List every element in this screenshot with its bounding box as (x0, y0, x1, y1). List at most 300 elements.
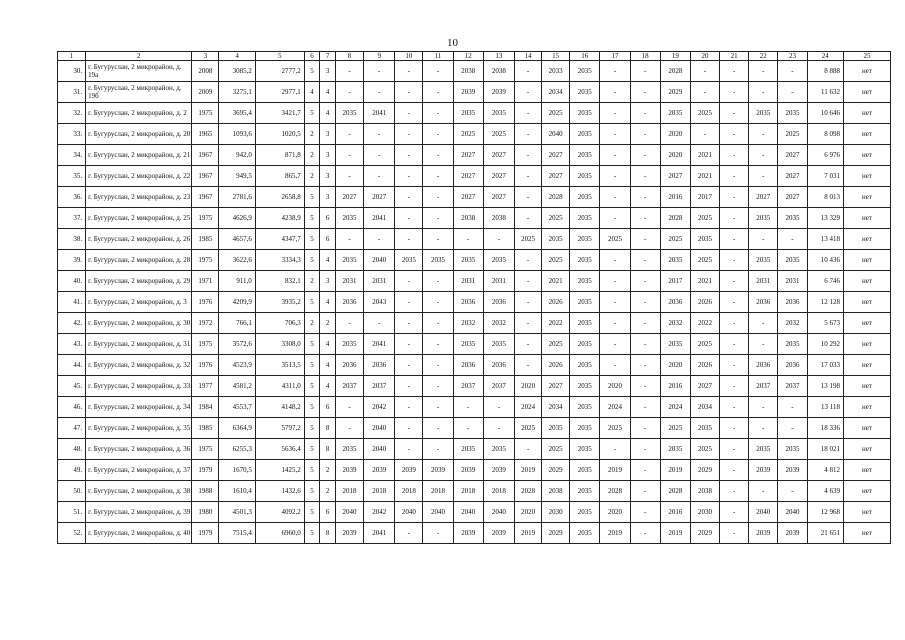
cell-col-17: 2024 (600, 397, 630, 418)
row-number: 34. (58, 145, 86, 166)
row-number: 39. (58, 250, 86, 271)
cell-col-25: нет (843, 292, 890, 313)
cell-col-21: - (720, 439, 749, 460)
cell-col-5: 706,3 (255, 313, 304, 334)
cell-col-9: 2018 (364, 481, 395, 502)
cell-col-11: - (423, 229, 453, 250)
cell-col-25: нет (843, 439, 890, 460)
cell-col-20: - (690, 61, 719, 82)
cell-col-23: 2027 (778, 166, 807, 187)
cell-col-13: 2036 (483, 355, 514, 376)
cell-col-6: 5 (304, 334, 320, 355)
cell-col-21: - (720, 397, 749, 418)
cell-col-7: 4 (320, 334, 336, 355)
cell-col-3: 1972 (192, 313, 219, 334)
cell-col-16: 2035 (570, 103, 600, 124)
cell-col-4: 2781,6 (219, 187, 255, 208)
cell-col-21: - (720, 166, 749, 187)
cell-col-11: - (423, 376, 453, 397)
cell-col-14: - (515, 250, 542, 271)
cell-col-4: 3622,6 (219, 250, 255, 271)
cell-col-10: - (395, 166, 423, 187)
cell-col-9: - (364, 229, 395, 250)
cell-col-11: - (423, 103, 453, 124)
cell-col-17: - (600, 439, 630, 460)
cell-col-20: 2026 (690, 355, 719, 376)
cell-col-13: 2027 (483, 187, 514, 208)
cell-col-20: 2021 (690, 271, 719, 292)
cell-col-16: 2035 (570, 481, 600, 502)
cell-col-9: - (364, 61, 395, 82)
cell-col-3: 1979 (192, 460, 219, 481)
column-number-24: 24 (807, 52, 843, 61)
cell-col-17: 2028 (600, 481, 630, 502)
cell-col-16: 2035 (570, 355, 600, 376)
cell-col-23: - (778, 418, 807, 439)
column-number-15: 15 (542, 52, 570, 61)
table-row (58, 271, 891, 292)
cell-col-14: - (515, 145, 542, 166)
cell-col-18: - (630, 292, 660, 313)
cell-col-5: 2777,2 (255, 61, 304, 82)
cell-col-24: 17 033 (807, 355, 843, 376)
cell-col-25: нет (843, 124, 890, 145)
table-row (58, 292, 891, 313)
cell-col-10: - (395, 208, 423, 229)
cell-col-5: 6960,0 (255, 523, 304, 544)
address-cell: г. Бугуруслан, 2 микрорайон, д. 21 (86, 145, 192, 166)
cell-col-17: - (600, 124, 630, 145)
cell-col-17: - (600, 145, 630, 166)
cell-col-8: 2031 (335, 271, 363, 292)
cell-col-10: 2039 (395, 460, 423, 481)
cell-col-18: - (630, 481, 660, 502)
address-cell: г. Бугуруслан, 2 микрорайон, д. 22 (86, 166, 192, 187)
cell-col-25: нет (843, 418, 890, 439)
cell-col-16: 2035 (570, 229, 600, 250)
cell-col-19: 2036 (660, 292, 690, 313)
cell-col-17: 2020 (600, 502, 630, 523)
cell-col-8: - (335, 145, 363, 166)
cell-col-22: - (749, 334, 778, 355)
cell-col-6: 5 (304, 523, 320, 544)
address-cell: г. Бугуруслан, 2 микрорайон, д. 2 (86, 103, 192, 124)
row-number: 45. (58, 376, 86, 397)
cell-col-11: 2040 (423, 502, 453, 523)
cell-col-5: 3334,3 (255, 250, 304, 271)
cell-col-10: 2035 (395, 250, 423, 271)
cell-col-4: 4523,9 (219, 355, 255, 376)
cell-col-23: - (778, 397, 807, 418)
table-row (58, 229, 891, 250)
cell-col-8: 2036 (335, 355, 363, 376)
cell-col-6: 5 (304, 481, 320, 502)
cell-col-13: 2035 (483, 103, 514, 124)
row-number: 47. (58, 418, 86, 439)
cell-col-9: 2041 (364, 208, 395, 229)
cell-col-8: 2035 (335, 208, 363, 229)
cell-col-6: 5 (304, 292, 320, 313)
column-number-17: 17 (600, 52, 630, 61)
cell-col-4: 1670,5 (219, 460, 255, 481)
cell-col-10: 2040 (395, 502, 423, 523)
cell-col-5: 4092,2 (255, 502, 304, 523)
cell-col-11: - (423, 208, 453, 229)
cell-col-14: 2025 (515, 418, 542, 439)
cell-col-6: 4 (304, 82, 320, 103)
cell-col-15: 2028 (542, 187, 570, 208)
cell-col-22: 2036 (749, 292, 778, 313)
cell-col-13: 2035 (483, 334, 514, 355)
column-number-16: 16 (570, 52, 600, 61)
address-cell: г. Бугуруслан, 2 микрорайон, д. 39 (86, 502, 192, 523)
cell-col-9: 2041 (364, 103, 395, 124)
cell-col-22: - (749, 481, 778, 502)
cell-col-18: - (630, 397, 660, 418)
cell-col-21: - (720, 250, 749, 271)
row-number: 44. (58, 355, 86, 376)
cell-col-17: - (600, 166, 630, 187)
cell-col-24: 13 118 (807, 397, 843, 418)
cell-col-19: 2027 (660, 166, 690, 187)
column-number-13: 13 (483, 52, 514, 61)
column-number-8: 8 (335, 52, 363, 61)
cell-col-15: 2025 (542, 208, 570, 229)
cell-col-5: 3308,0 (255, 334, 304, 355)
cell-col-10: - (395, 229, 423, 250)
cell-col-22: 2037 (749, 376, 778, 397)
cell-col-19: 2028 (660, 481, 690, 502)
cell-col-4: 7515,4 (219, 523, 255, 544)
row-number: 32. (58, 103, 86, 124)
cell-col-9: 2042 (364, 397, 395, 418)
cell-col-14: 2025 (515, 229, 542, 250)
cell-col-4: 911,0 (219, 271, 255, 292)
column-number-18: 18 (630, 52, 660, 61)
cell-col-9: 2043 (364, 292, 395, 313)
cell-col-21: - (720, 103, 749, 124)
cell-col-18: - (630, 250, 660, 271)
cell-col-24: 7 031 (807, 166, 843, 187)
cell-col-3: 1975 (192, 439, 219, 460)
cell-col-15: 2027 (542, 145, 570, 166)
cell-col-7: 2 (320, 313, 336, 334)
cell-col-5: 5636,4 (255, 439, 304, 460)
cell-col-13: 2038 (483, 208, 514, 229)
cell-col-23: - (778, 229, 807, 250)
cell-col-24: 10 436 (807, 250, 843, 271)
cell-col-10: - (395, 439, 423, 460)
cell-col-6: 5 (304, 208, 320, 229)
cell-col-7: 6 (320, 502, 336, 523)
cell-col-21: - (720, 460, 749, 481)
cell-col-8: 2039 (335, 460, 363, 481)
cell-col-12: 2035 (453, 103, 483, 124)
cell-col-13: - (483, 229, 514, 250)
table-row (58, 103, 891, 124)
cell-col-12: - (453, 229, 483, 250)
cell-col-19: 2032 (660, 313, 690, 334)
column-number-9: 9 (364, 52, 395, 61)
cell-col-8: 2039 (335, 523, 363, 544)
cell-col-10: - (395, 523, 423, 544)
table-row (58, 82, 891, 103)
cell-col-5: 865,7 (255, 166, 304, 187)
cell-col-7: 3 (320, 61, 336, 82)
cell-col-19: 2025 (660, 229, 690, 250)
cell-col-14: 2019 (515, 523, 542, 544)
cell-col-8: 2027 (335, 187, 363, 208)
cell-col-13: 2039 (483, 460, 514, 481)
cell-col-5: 4148,2 (255, 397, 304, 418)
cell-col-6: 5 (304, 460, 320, 481)
row-number: 42. (58, 313, 86, 334)
cell-col-20: 2035 (690, 229, 719, 250)
row-number: 49. (58, 460, 86, 481)
cell-col-25: нет (843, 250, 890, 271)
cell-col-3: 1977 (192, 376, 219, 397)
cell-col-20: 2017 (690, 187, 719, 208)
cell-col-11: - (423, 166, 453, 187)
cell-col-20: 2025 (690, 334, 719, 355)
cell-col-18: - (630, 523, 660, 544)
cell-col-13: 2040 (483, 502, 514, 523)
cell-col-3: 1965 (192, 124, 219, 145)
cell-col-8: - (335, 166, 363, 187)
cell-col-17: 2025 (600, 418, 630, 439)
column-number-header (58, 52, 891, 61)
cell-col-7: 3 (320, 124, 336, 145)
cell-col-22: - (749, 418, 778, 439)
cell-col-14: 2028 (515, 481, 542, 502)
cell-col-11: - (423, 61, 453, 82)
cell-col-25: нет (843, 229, 890, 250)
cell-col-9: - (364, 145, 395, 166)
cell-col-12: 2038 (453, 61, 483, 82)
cell-col-11: - (423, 397, 453, 418)
cell-col-14: 2020 (515, 376, 542, 397)
cell-col-24: 6 746 (807, 271, 843, 292)
address-cell: г. Бугуруслан, 2 микрорайон, д. 25 (86, 208, 192, 229)
cell-col-13: 2031 (483, 271, 514, 292)
cell-col-3: 2008 (192, 61, 219, 82)
cell-col-12: 2035 (453, 439, 483, 460)
cell-col-13: 2039 (483, 523, 514, 544)
cell-col-15: 2040 (542, 124, 570, 145)
cell-col-23: 2035 (778, 250, 807, 271)
cell-col-9: 2037 (364, 376, 395, 397)
table-row (58, 187, 891, 208)
row-number: 40. (58, 271, 86, 292)
cell-col-3: 1976 (192, 355, 219, 376)
row-number: 46. (58, 397, 86, 418)
cell-col-24: 10 646 (807, 103, 843, 124)
address-cell: г. Бугуруслан, 2 микрорайон, д. 3 (86, 292, 192, 313)
cell-col-7: 8 (320, 523, 336, 544)
cell-col-22: 2039 (749, 460, 778, 481)
cell-col-6: 5 (304, 187, 320, 208)
cell-col-8: - (335, 397, 363, 418)
housing-repair-table (57, 51, 891, 544)
cell-col-19: 2019 (660, 460, 690, 481)
cell-col-23: 2035 (778, 334, 807, 355)
cell-col-4: 942,0 (219, 145, 255, 166)
address-cell: г. Бугуруслан, 2 микрорайон, д. 33 (86, 376, 192, 397)
cell-col-16: 2035 (570, 334, 600, 355)
cell-col-21: - (720, 187, 749, 208)
cell-col-14: - (515, 313, 542, 334)
cell-col-14: 2024 (515, 397, 542, 418)
cell-col-15: 2034 (542, 397, 570, 418)
table-row (58, 145, 891, 166)
cell-col-8: 2036 (335, 292, 363, 313)
cell-col-3: 1975 (192, 334, 219, 355)
cell-col-8: 2035 (335, 334, 363, 355)
cell-col-17: 2019 (600, 460, 630, 481)
cell-col-14: - (515, 61, 542, 82)
cell-col-9: - (364, 82, 395, 103)
cell-col-5: 2658,8 (255, 187, 304, 208)
cell-col-14: 2020 (515, 502, 542, 523)
cell-col-22: - (749, 124, 778, 145)
cell-col-20: - (690, 82, 719, 103)
cell-col-20: 2038 (690, 481, 719, 502)
cell-col-11: - (423, 418, 453, 439)
address-cell: г. Бугуруслан, 2 микрорайон, д. 26 (86, 229, 192, 250)
cell-col-8: 2035 (335, 439, 363, 460)
cell-col-11: - (423, 187, 453, 208)
address-cell: г. Бугуруслан, 2 микрорайон, д. 20 (86, 124, 192, 145)
cell-col-6: 5 (304, 418, 320, 439)
cell-col-11: 2039 (423, 460, 453, 481)
cell-col-4: 4581,2 (219, 376, 255, 397)
cell-col-12: 2035 (453, 334, 483, 355)
cell-col-25: нет (843, 166, 890, 187)
cell-col-9: 2036 (364, 355, 395, 376)
address-cell: г. Бугуруслан, 2 микрорайон, д. 34 (86, 397, 192, 418)
cell-col-9: 2039 (364, 460, 395, 481)
cell-col-6: 2 (304, 313, 320, 334)
cell-col-6: 5 (304, 103, 320, 124)
cell-col-21: - (720, 523, 749, 544)
cell-col-21: - (720, 145, 749, 166)
cell-col-5: 871,8 (255, 145, 304, 166)
column-number-5: 5 (255, 52, 304, 61)
cell-col-6: 5 (304, 376, 320, 397)
cell-col-10: - (395, 376, 423, 397)
cell-col-5: 3421,7 (255, 103, 304, 124)
cell-col-4: 4657,6 (219, 229, 255, 250)
cell-col-10: 2018 (395, 481, 423, 502)
cell-col-15: 2030 (542, 502, 570, 523)
cell-col-8: - (335, 313, 363, 334)
cell-col-21: - (720, 124, 749, 145)
cell-col-12: 2039 (453, 523, 483, 544)
cell-col-5: 4311,0 (255, 376, 304, 397)
column-number-10: 10 (395, 52, 423, 61)
table-row (58, 439, 891, 460)
cell-col-8: - (335, 229, 363, 250)
cell-col-23: 2039 (778, 460, 807, 481)
cell-col-15: 2026 (542, 355, 570, 376)
cell-col-3: 1975 (192, 103, 219, 124)
cell-col-16: 2035 (570, 208, 600, 229)
cell-col-6: 5 (304, 502, 320, 523)
table-row (58, 523, 891, 544)
cell-col-15: 2026 (542, 292, 570, 313)
cell-col-18: - (630, 61, 660, 82)
cell-col-15: 2033 (542, 61, 570, 82)
cell-col-16: 2035 (570, 418, 600, 439)
address-cell: г. Бугуруслан, 2 микрорайон, д. 19б (86, 82, 192, 103)
cell-col-20: 2025 (690, 103, 719, 124)
cell-col-17: - (600, 250, 630, 271)
cell-col-25: нет (843, 82, 890, 103)
cell-col-23: 2032 (778, 313, 807, 334)
cell-col-18: - (630, 166, 660, 187)
table-row (58, 61, 891, 82)
cell-col-10: - (395, 292, 423, 313)
column-number-22: 22 (749, 52, 778, 61)
cell-col-16: 2035 (570, 439, 600, 460)
cell-col-14: 2019 (515, 460, 542, 481)
cell-col-13: 2032 (483, 313, 514, 334)
cell-col-10: - (395, 124, 423, 145)
cell-col-23: 2035 (778, 439, 807, 460)
cell-col-8: 2040 (335, 502, 363, 523)
column-number-12: 12 (453, 52, 483, 61)
cell-col-25: нет (843, 145, 890, 166)
cell-col-18: - (630, 187, 660, 208)
cell-col-12: 2027 (453, 166, 483, 187)
cell-col-12: - (453, 418, 483, 439)
cell-col-8: 2035 (335, 250, 363, 271)
cell-col-10: - (395, 334, 423, 355)
column-number-1: 1 (58, 52, 86, 61)
cell-col-17: - (600, 187, 630, 208)
cell-col-6: 5 (304, 397, 320, 418)
cell-col-10: - (395, 145, 423, 166)
cell-col-19: 2035 (660, 103, 690, 124)
cell-col-7: 3 (320, 271, 336, 292)
cell-col-21: - (720, 313, 749, 334)
address-cell: г. Бугуруслан, 2 микрорайон, д. 32 (86, 355, 192, 376)
cell-col-14: - (515, 439, 542, 460)
cell-col-23: - (778, 61, 807, 82)
cell-col-9: 2040 (364, 250, 395, 271)
cell-col-3: 1984 (192, 397, 219, 418)
cell-col-21: - (720, 355, 749, 376)
cell-col-23: 2035 (778, 103, 807, 124)
cell-col-23: 2036 (778, 355, 807, 376)
address-cell: г. Бугуруслан, 2 микрорайон, д. 36 (86, 439, 192, 460)
cell-col-17: - (600, 61, 630, 82)
cell-col-24: 4 812 (807, 460, 843, 481)
cell-col-5: 4347,7 (255, 229, 304, 250)
row-number: 30. (58, 61, 86, 82)
cell-col-4: 4626,9 (219, 208, 255, 229)
cell-col-11: - (423, 145, 453, 166)
cell-col-10: - (395, 82, 423, 103)
cell-col-23: - (778, 82, 807, 103)
row-number: 31. (58, 82, 86, 103)
cell-col-5: 1020,5 (255, 124, 304, 145)
cell-col-7: 3 (320, 166, 336, 187)
cell-col-15: 2034 (542, 82, 570, 103)
cell-col-24: 12 968 (807, 502, 843, 523)
cell-col-4: 766,1 (219, 313, 255, 334)
cell-col-8: 2037 (335, 376, 363, 397)
